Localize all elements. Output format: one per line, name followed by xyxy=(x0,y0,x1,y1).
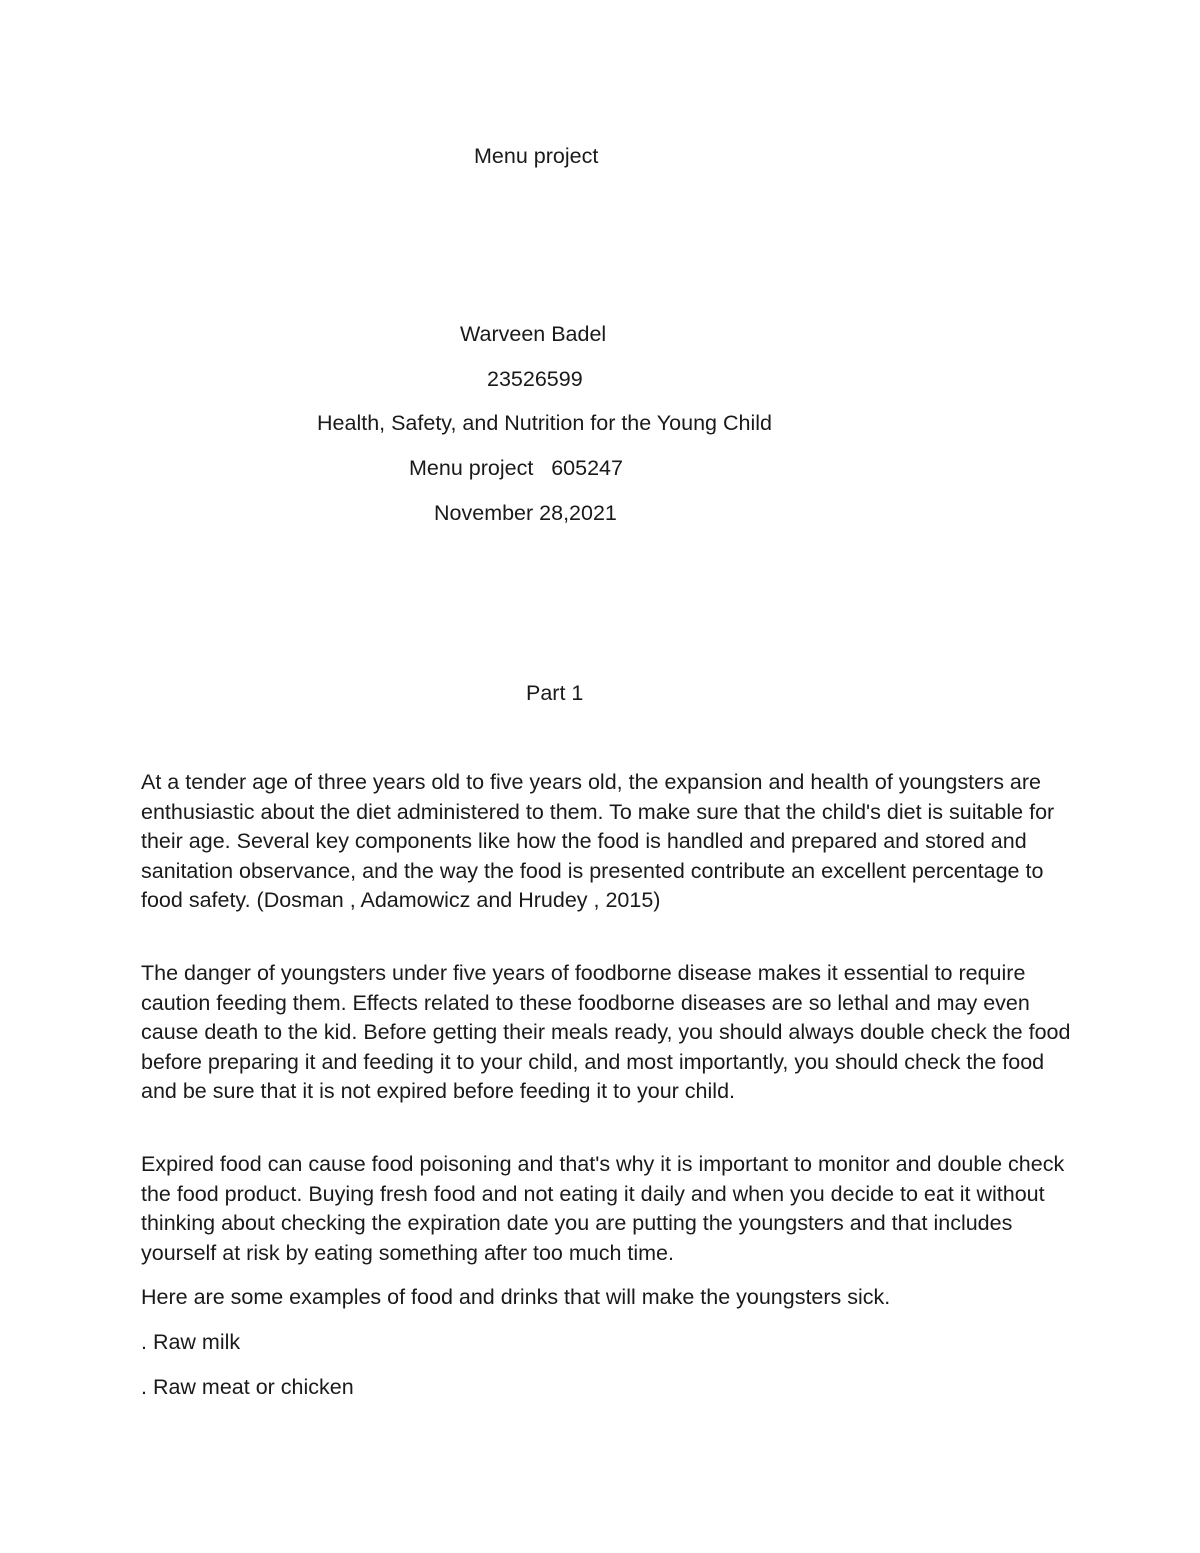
cover-title: Menu project xyxy=(474,144,599,168)
student-id: 23526599 xyxy=(487,367,583,391)
body-paragraph: The danger of youngsters under five years of foodborne disease makes it essential to require caution feeding them. Effects related to these foodborne diseases are so lethal and may even cause death to the kid. Before getting their meals ready, you should always double check the food before preparing it and feeding it to your child, and most importantly, you should check the food and be sure that it is not expired before feeding it to your child. xyxy=(141,961,1071,1104)
list-item: . Raw meat or chicken xyxy=(141,1375,354,1399)
body-paragraph: At a tender age of three years old to five years old, the expansion and health of youngsters are enthusiastic about the diet administered to them. To make sure that the child's diet is suitable for their age. Several key components like how the food is handled and prepared and stored and sanitation observance, and the way the food is presented contribute an excellent percentage to food safety. (Dosman , Adamowicz and Hrudey , 2015) xyxy=(141,770,1055,913)
body-paragraph: Expired food can cause food poisoning and that's why it is important to monitor and double check the food product. Buying fresh food and not eating it daily and when you decide to eat it without thinking about checking the expiration date you are putting the youngsters and that includes yourself at risk by eating something after too much time. xyxy=(141,1152,1065,1265)
submission-date: November 28,2021 xyxy=(434,501,617,525)
author-name: Warveen Badel xyxy=(460,322,607,346)
list-item: . Raw milk xyxy=(141,1330,241,1354)
course-name: Health, Safety, and Nutrition for the Young Child xyxy=(317,411,772,435)
section-heading: Part 1 xyxy=(526,681,584,705)
body-paragraph: Here are some examples of food and drinks that will make the youngsters sick. xyxy=(141,1285,891,1309)
assignment-label: Menu project 605247 xyxy=(409,456,623,480)
